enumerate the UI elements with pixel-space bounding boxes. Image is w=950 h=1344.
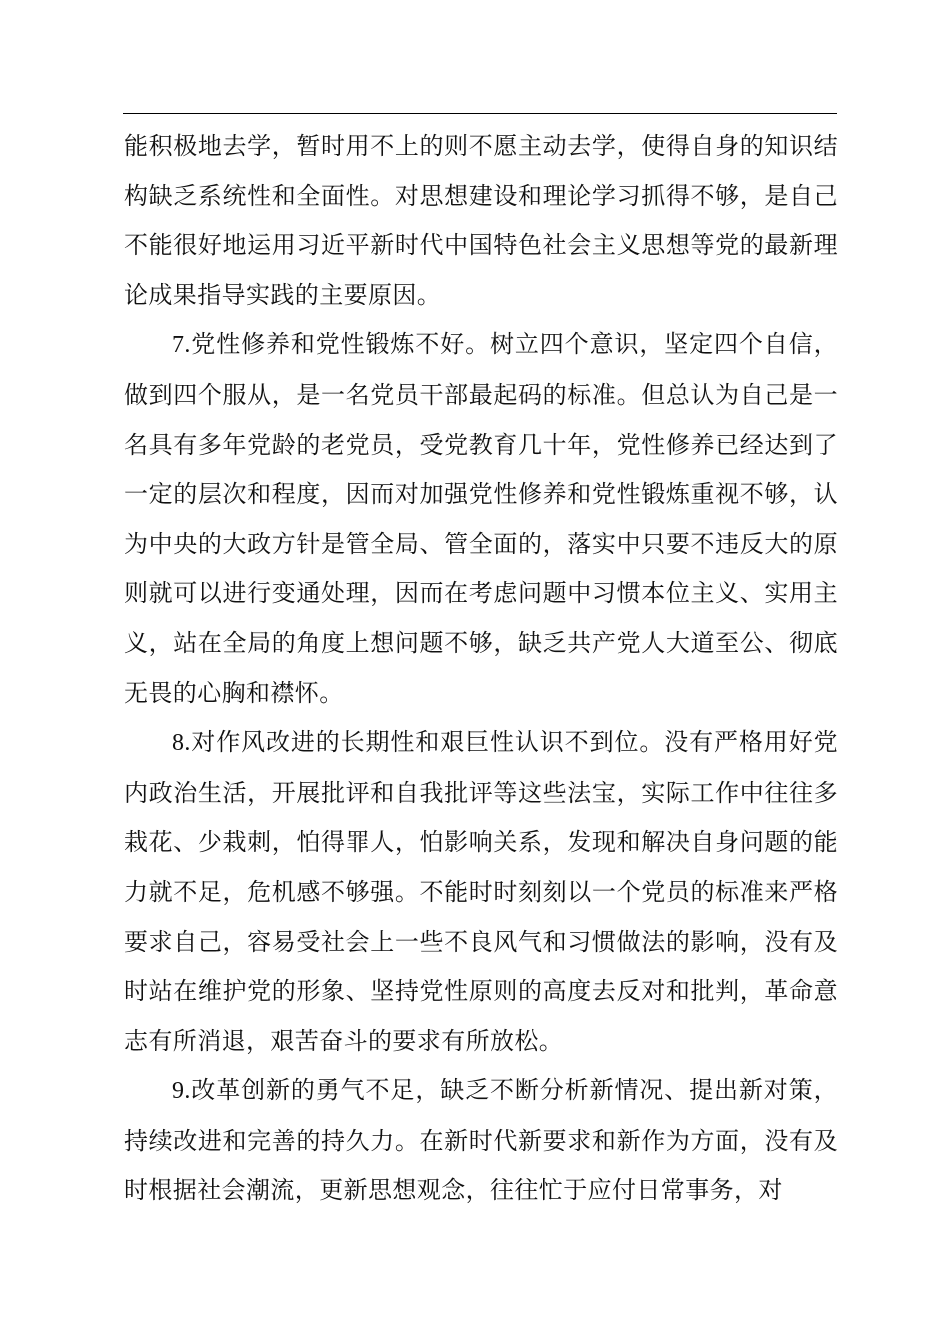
document-body [124, 122, 838, 1216]
paragraph-text: 能积极地去学，暂时用不上的则不愿主动去学，使得自身的知识结构缺乏系统性和全面性。对思想建设和理论学习抓得不够，是自己不能很好地运用习近平新时代中国特色社会主义思想等党的最新理论成果指导实践的主要原因。 [124, 132, 838, 309]
paragraph-item-7 [124, 320, 838, 718]
paragraph-number: 9. [172, 1078, 191, 1105]
paragraph-text: 改革创新的勇气不足，缺乏不断分析新情况、提出新对策，持续改进和完善的持久力。在新时代新要求和新作为方面，没有及时根据社会潮流，更新思想观念，往往忙于应付日常事务，对 [124, 1076, 838, 1205]
header-rule [123, 113, 837, 114]
paragraph-text: 党性修养和党性锻炼不好。树立四个意识，坚定四个自信，做到四个服从，是一名党员干部最起码的标准。但总认为自己是一名具有多年党龄的老党员，受党教育几十年，党性修养已经达到了一定的层次和程度，因而对加强党性修养和党性锻炼重视不够，认为中央的大政方针是管全局、管全面的，落实中只要不违反大的原则就可以进行变通处理，因而在考虑问题中习惯本位主义、实用主义，站在全局的角度上想问题不够，缺乏共产党人大道至公、彻底无畏的心胸和襟怀。 [124, 330, 838, 707]
paragraph-number: 8. [172, 730, 191, 757]
paragraph-item-8 [124, 718, 838, 1066]
paragraph-text: 对作风改进的长期性和艰巨性认识不到位。没有严格用好党内政治生活，开展批评和自我批评等这些法宝，实际工作中往往多栽花、少栽刺，怕得罪人，怕影响关系，发现和解决自身问题的能力就不足，危机感不够强。不能时时刻刻以一个党员的标准来严格要求自己，容易受社会上一些不良风气和习惯做法的影响，没有及时站在维护党的形象、坚持党性原则的高度去反对和批判，革命意志有所消退，艰苦奋斗的要求有所放松。 [124, 728, 838, 1055]
paragraph-item-9 [124, 1066, 838, 1216]
paragraph-number: 7. [172, 332, 191, 359]
paragraph-continuation [124, 122, 838, 320]
